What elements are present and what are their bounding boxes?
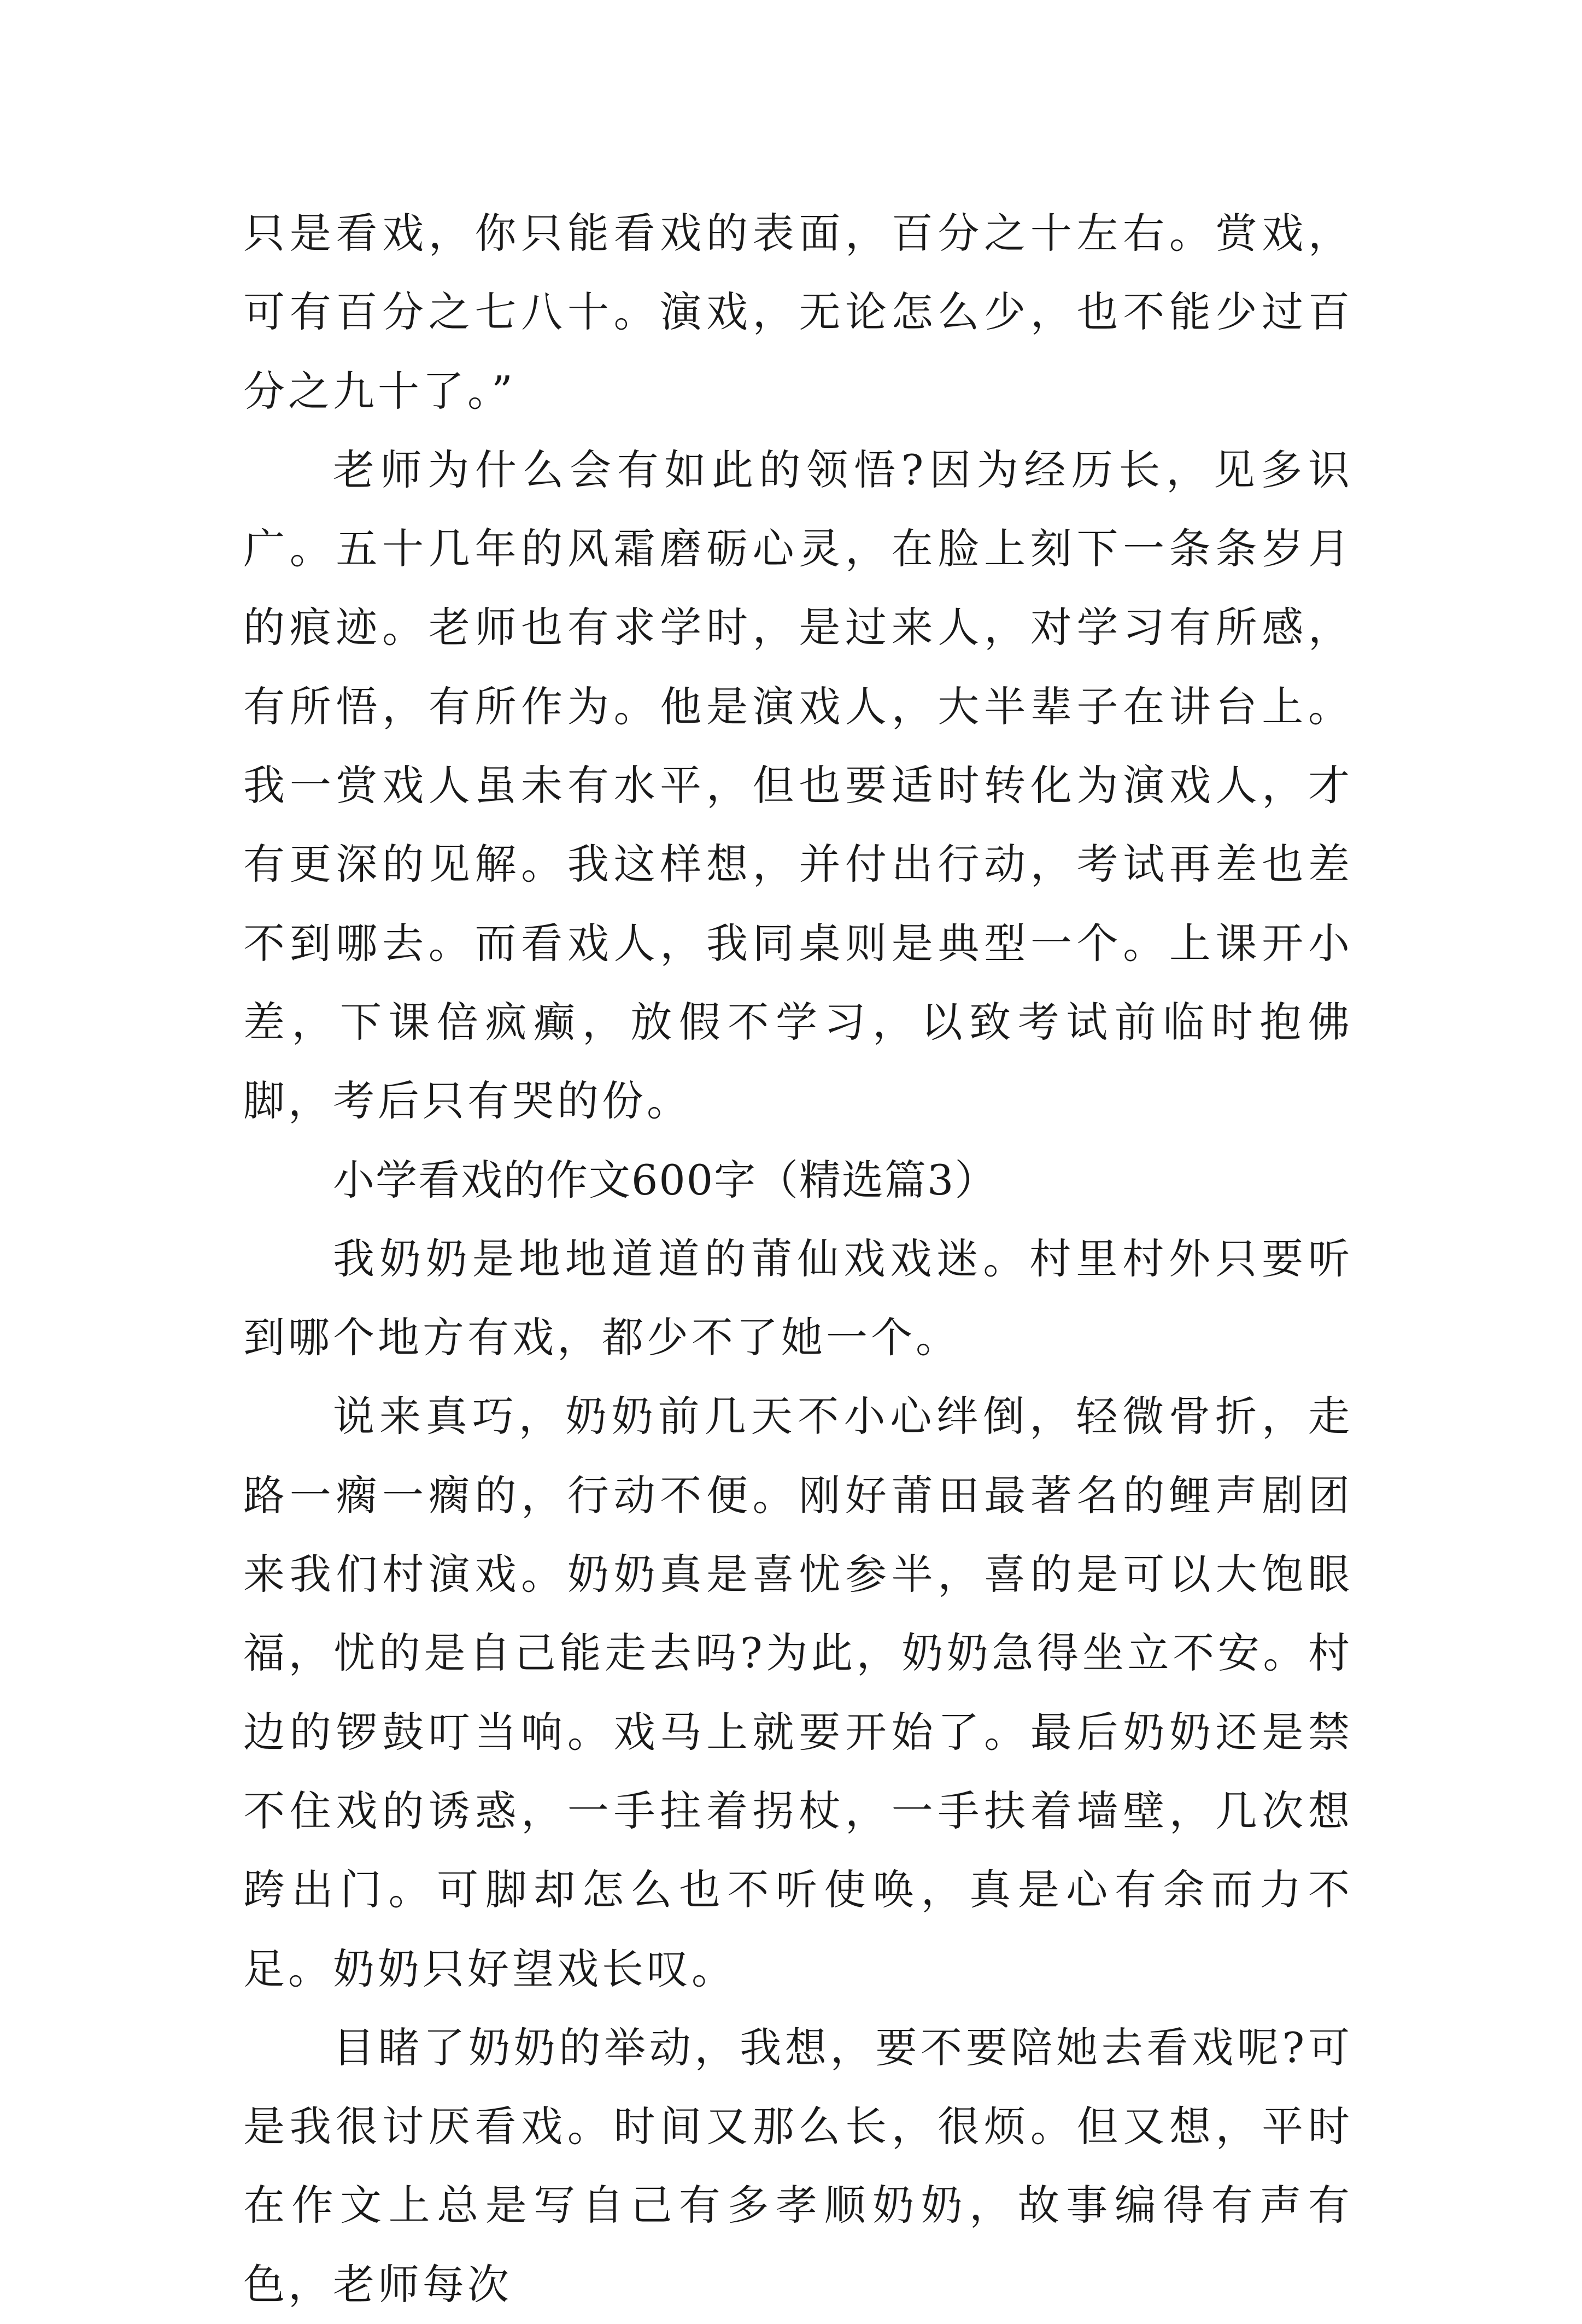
paragraph-grandma-fan: 我奶奶是地地道道的莆仙戏戏迷。村里村外只要听到哪个地方有戏，都少不了她一个。: [243, 1234, 1353, 1362]
document-body: [243, 194, 1353, 2324]
paragraph-continuation: 只是看戏，你只能看戏的表面，百分之十左右。赏戏，可有百分之七八十。演戏，无论怎么少，也不能少过百分之九十了。”: [243, 209, 1353, 415]
section-heading: 小学看戏的作文600字（精选篇3）: [333, 1155, 998, 1204]
paragraph-grandma-injury: 说来真巧，奶奶前几天不小心绊倒，轻微骨折，走路一瘸一瘸的，行动不便。刚好莆田最著名的鲤声剧团来我们村演戏。奶奶真是喜忧参半，喜的是可以大饱眼福，忧的是自己能走去吗?为此，奶奶急得坐立不安。村边的锣鼓叮当响。戏马上就要开始了。最后奶奶还是禁不住戏的诱惑，一手拄着拐杖，一手扶着墙壁，几次想跨出门。可脚却怎么也不听使唤，真是心有余而力不足。奶奶只好望戏长叹。: [243, 1392, 1353, 1993]
paragraph-decision: 目睹了奶奶的举动，我想，要不要陪她去看戏呢?可是我很讨厌看戏。时间又那么长，很烦。但又想，平时在作文上总是写自己有多孝顺奶奶，故事编得有声有色，老师每次: [243, 2023, 1353, 2309]
paragraph-teacher-insight: 老师为什么会有如此的领悟?因为经历长，见多识广。五十几年的风霜磨砺心灵，在脸上刻下一条条岁月的痕迹。老师也有求学时，是过来人，对学习有所感，有所悟，有所作为。他是演戏人，大半辈子在讲台上。我一赏戏人虽未有水平，但也要适时转化为演戏人，才有更深的见解。我这样想，并付出行动，考试再差也差不到哪去。而看戏人，我同桌则是典型一个。上课开小差，下课倍疯癫，放假不学习，以致考试前临时抱佛脚，考后只有哭的份。: [243, 445, 1353, 1126]
